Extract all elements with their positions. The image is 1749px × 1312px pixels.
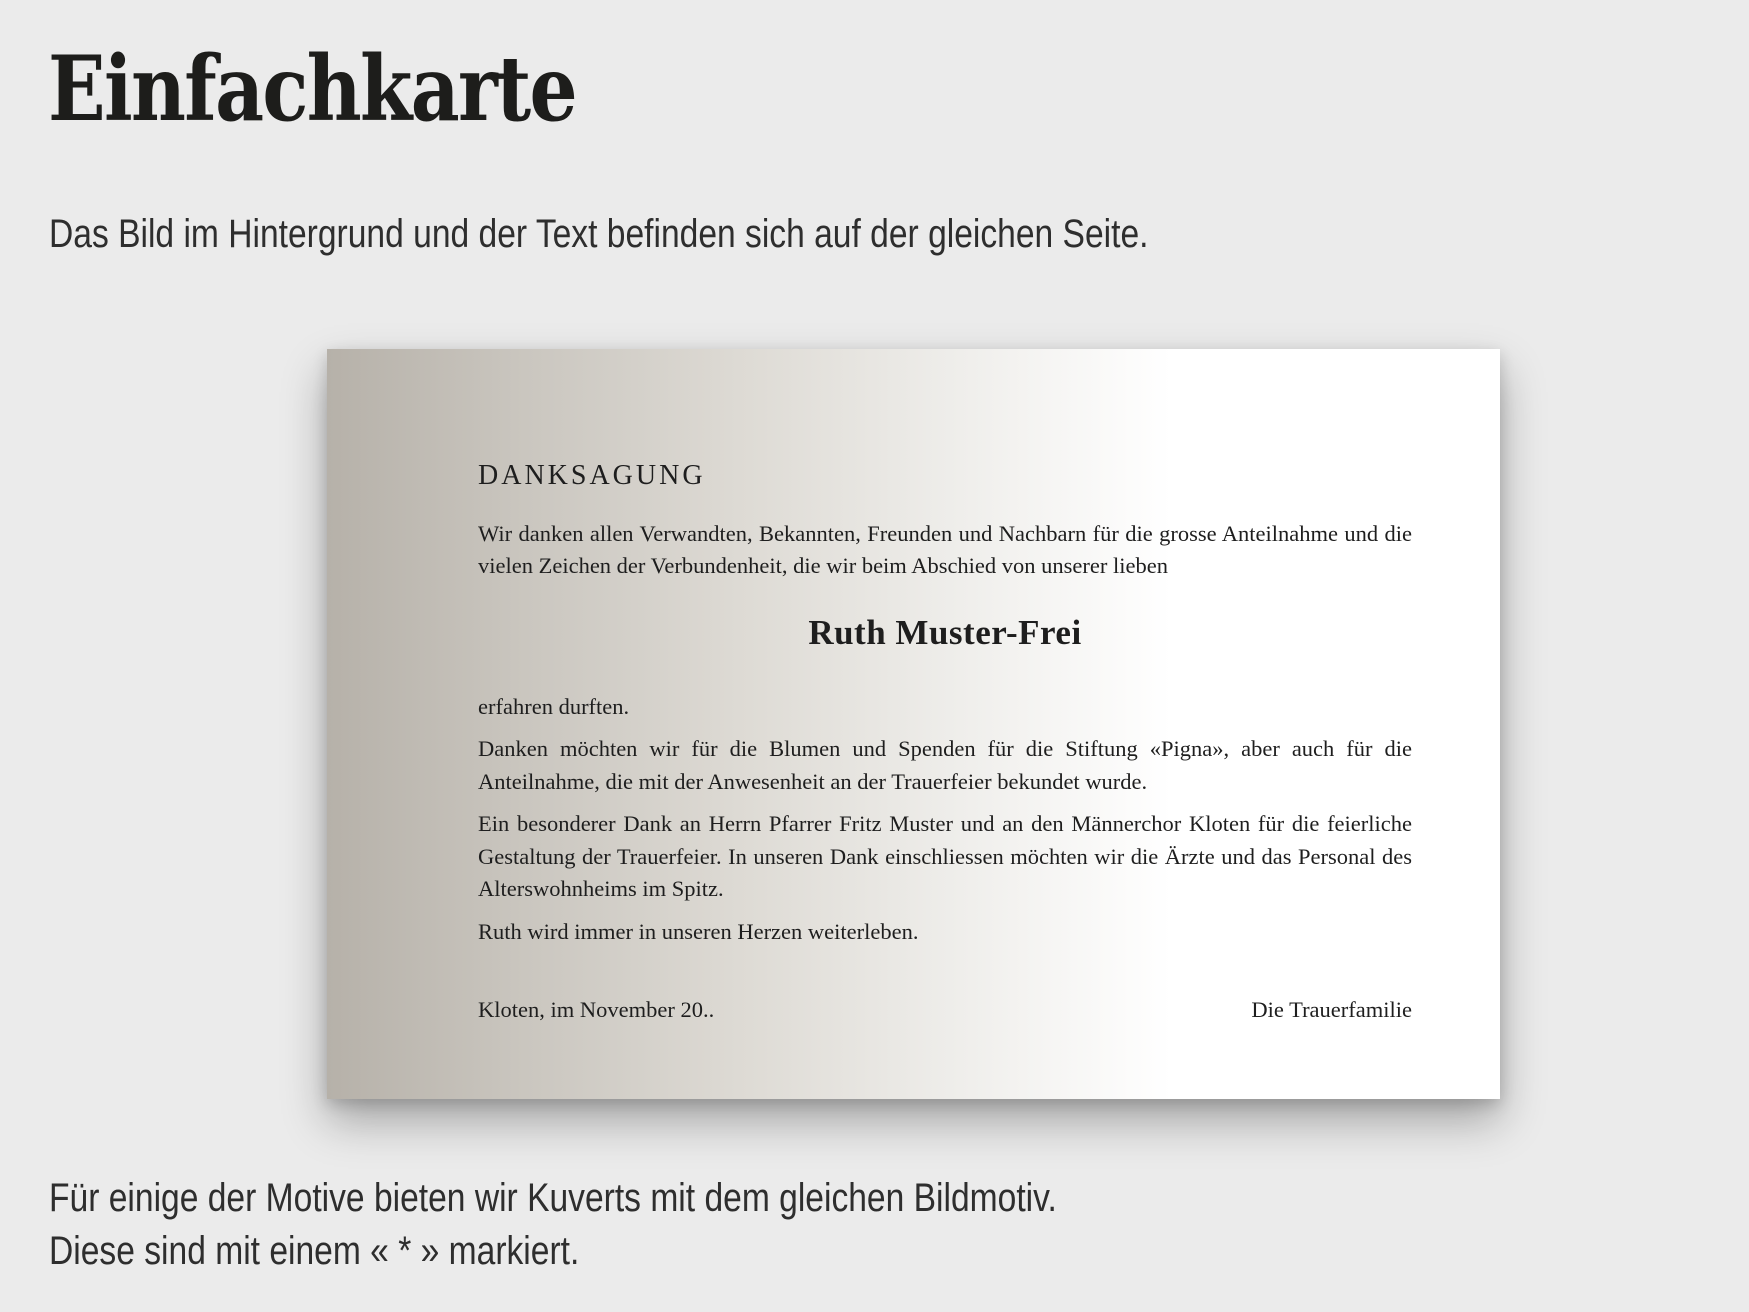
footer-note-line2: Diese sind mit einem « * » markiert. — [49, 1229, 580, 1273]
footer-note — [49, 1172, 1057, 1278]
page-subtitle: Das Bild im Hintergrund und der Text befinden sich auf der gleichen Seite. — [49, 212, 1149, 256]
footer-note-line1: Für einige der Motive bieten wir Kuverts mit dem gleichen Bildmotiv. — [49, 1176, 1057, 1220]
memorial-card-preview — [327, 349, 1500, 1099]
card-signature-row — [478, 994, 1412, 1027]
memorial-card-content — [478, 349, 1412, 1027]
card-erfahren-paragraph: erfahren durften. — [478, 693, 630, 719]
card-heading: DANKSAGUNG — [478, 460, 706, 491]
card-danken-paragraph: Danken möchten wir für die Blumen und Spenden für die Stiftung «Pigna», aber auch für die Anteilnahme, die mit der Anwesenheit an der Trauerfeier bekundet wurde. — [478, 736, 1412, 794]
card-besonderer-dank-paragraph: Ein besonderer Dank an Herrn Pfarrer Fritz Muster und an den Männerchor Kloten für die feierliche Gestaltung der Trauerfeier. In unseren Dank einschliessen möchten wir die Ärzte und das Personal des Alterswohnheims im Spitz. — [478, 811, 1412, 902]
card-intro-paragraph: Wir danken allen Verwandten, Bekannten, Freunden und Nachbarn für die grosse Anteilnahme und die vielen Zeichen der Verbundenheit, die wir beim Abschied von unserer lieben — [478, 520, 1412, 579]
page-title: Einfachkarte — [48, 36, 576, 142]
card-signature: Die Trauerfamilie — [1251, 997, 1412, 1023]
card-herzen-paragraph: Ruth wird immer in unseren Herzen weiterleben. — [478, 918, 919, 944]
deceased-name: Ruth Muster-Frei — [808, 612, 1082, 652]
card-place-date: Kloten, im November 20.. — [478, 997, 715, 1023]
